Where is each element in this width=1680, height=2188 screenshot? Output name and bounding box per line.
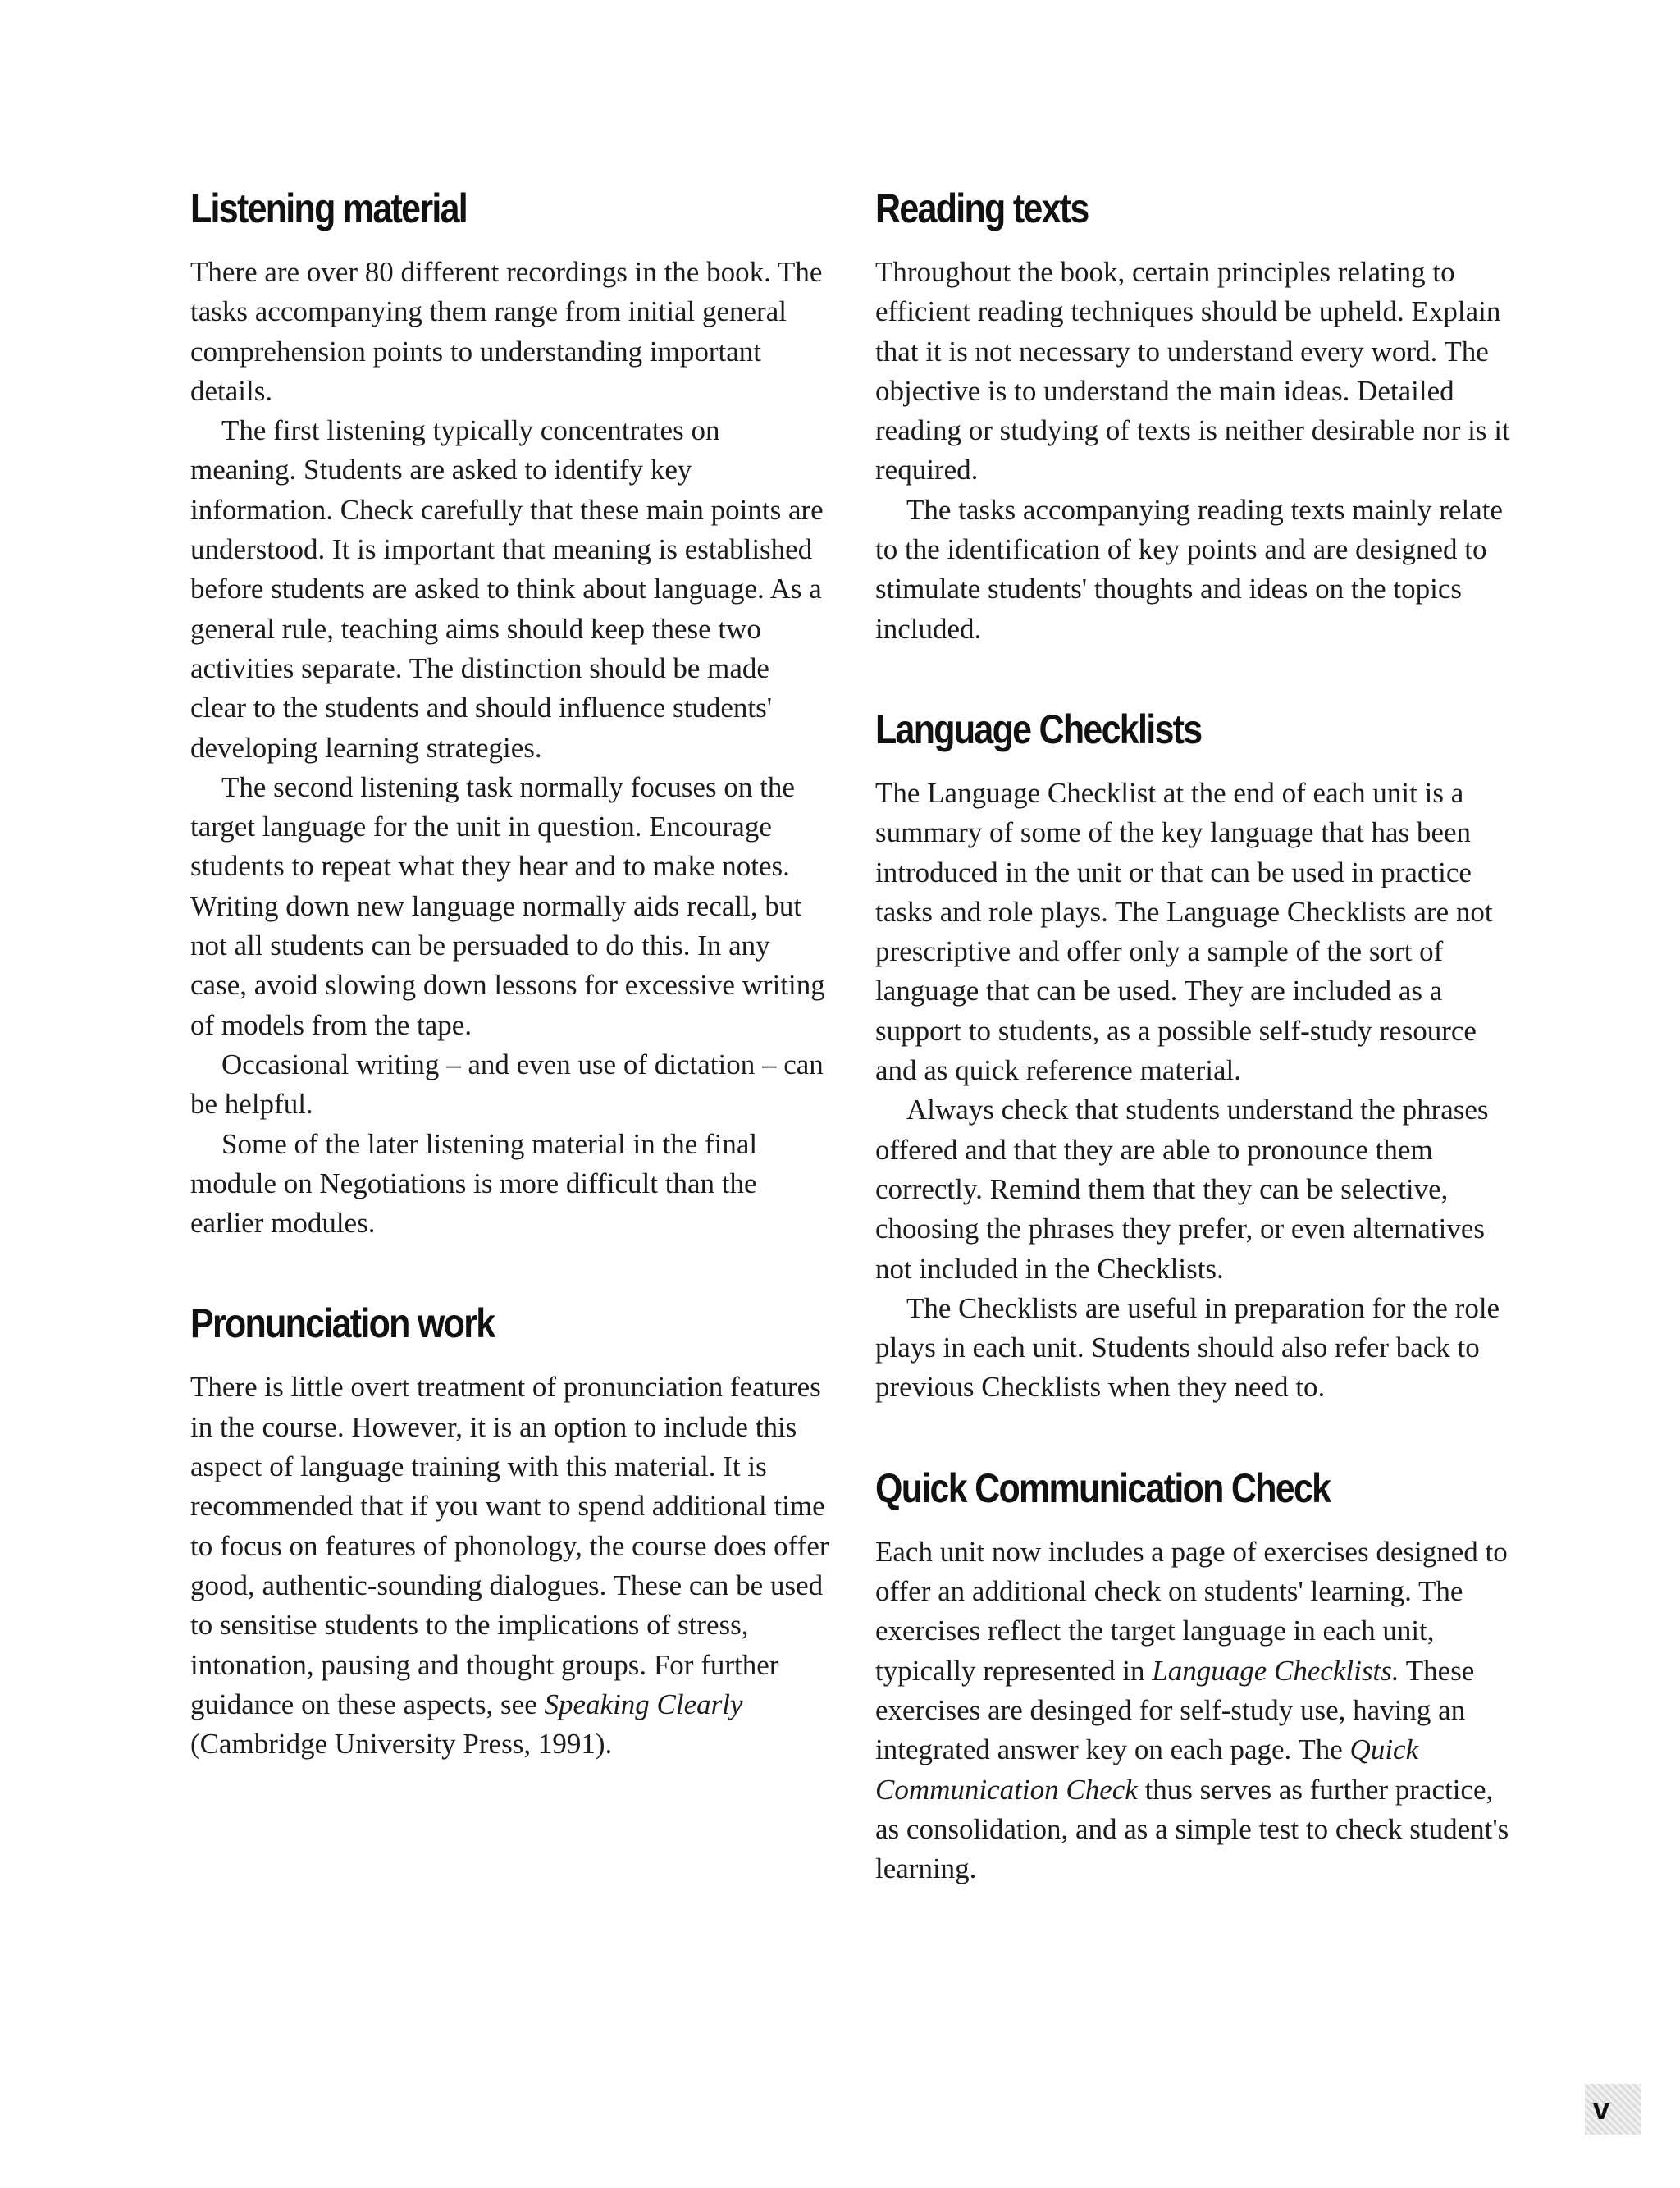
pronunciation-section — [190, 1297, 830, 1764]
language-checklists-title: Language Checklists. — [1152, 1654, 1399, 1687]
pronunciation-heading: Pronunciation work — [190, 1300, 495, 1347]
quick-check-text: Each unit now includes a page of exercises designed to offer an additional check on students' learning. The exercises reflect the target language in each unit, typically represented in — [875, 1535, 1508, 1687]
quick-check-text: These exercises are desinged for self-study use, having an integrated answer key on each page. The — [875, 1654, 1475, 1766]
listening-paragraph: Some of the later listening material in the final module on Negotiations is more difficult than the earlier modules. — [190, 1127, 758, 1240]
checklists-paragraph: Always check that students understand the phrases offered and that they are able to pronounce them correctly. Remind them that they can be selective, choosing the phrases they prefer, or even alternatives not included in the Checklists. — [875, 1094, 1489, 1285]
right-column — [875, 182, 1523, 1943]
reading-heading: Reading texts — [875, 185, 1089, 231]
reading-paragraph: The tasks accompanying reading texts mainly relate to the identification of key points and are designed to stimulate students' thoughts and ideas on the topics included. — [875, 493, 1503, 645]
checklists-paragraph: The Language Checklist at the end of each unit is a summary of some of the key language that has been introduced in the unit or that can be used in practice tasks and role plays. The Language Checklists are not prescriptive and offer only a sample of the sort of language that can be used. They are included as a support to students, as a possible self-study resource and as quick reference material. — [875, 776, 1493, 1087]
listening-paragraph: Occasional writing – and even use of dictation – can be helpful. — [190, 1048, 824, 1121]
listening-heading: Listening material — [190, 185, 468, 231]
reading-section — [875, 182, 1523, 649]
quick-check-section — [875, 1462, 1523, 1889]
quick-check-text: thus serves as further practice, as consolidation, and as a simple test to check student's learning. — [875, 1773, 1509, 1885]
quick-communication-check-title: Quick Communication Check — [875, 1733, 1419, 1806]
pronunciation-text: There is little overt treatment of pronunciation features in the course. However, it is an option to include this aspect of language training with this material. It is recommended that if you want to spend additional time to focus on features of phonology, the course does offer good, authentic-sounding dialogues. These can be used to sensitise students to the implications of stress, intonation, pausing and thought groups. For further guidance on these aspects, see — [190, 1371, 829, 1720]
listening-paragraph: The second listening task normally focuses on the target language for the unit in question. Encourage students to repeat what they hear and to make notes. Writing down new language normally aids recall, but not all students can be persuaded to do this. In any case, avoid slowing down lessons for excessive writing of models from the tape. — [190, 770, 825, 1041]
quick-check-paragraph — [875, 1533, 1523, 1889]
book-title-speaking-clearly: Speaking Clearly — [544, 1688, 743, 1720]
listening-paragraph: There are over 80 different recordings in the book. The tasks accompanying them range from initial general comprehension points to understanding important details. — [190, 256, 823, 407]
checklists-paragraph: The Checklists are useful in preparation for the role plays in each unit. Students should also refer back to previous Checklists when they need to. — [875, 1291, 1500, 1404]
quick-check-heading: Quick Communication Check — [875, 1464, 1331, 1511]
listening-section — [190, 182, 830, 1243]
reading-paragraph: Throughout the book, certain principles relating to efficient reading techniques should be upheld. Explain that it is not necessary to understand every word. The objective is to understand the main ideas. Detailed reading or studying of texts is neither desirable nor is it required. — [875, 256, 1510, 486]
checklists-heading: Language Checklists — [875, 706, 1202, 752]
pronunciation-paragraph — [190, 1368, 830, 1764]
pronunciation-text: (Cambridge University Press, 1991). — [190, 1728, 613, 1761]
listening-paragraph: The first listening typically concentrates on meaning. Students are asked to identify key information. Check carefully that these main points are understood. It is important that meaning is established before students are asked to think about language. As a general rule, teaching aims should keep these two activities separate. The distinction should be made clear to the students and should influence students' developing learning strategies. — [190, 414, 824, 764]
checklists-section — [875, 703, 1523, 1408]
left-column — [190, 182, 830, 1818]
page-number: v — [1585, 2084, 1641, 2135]
